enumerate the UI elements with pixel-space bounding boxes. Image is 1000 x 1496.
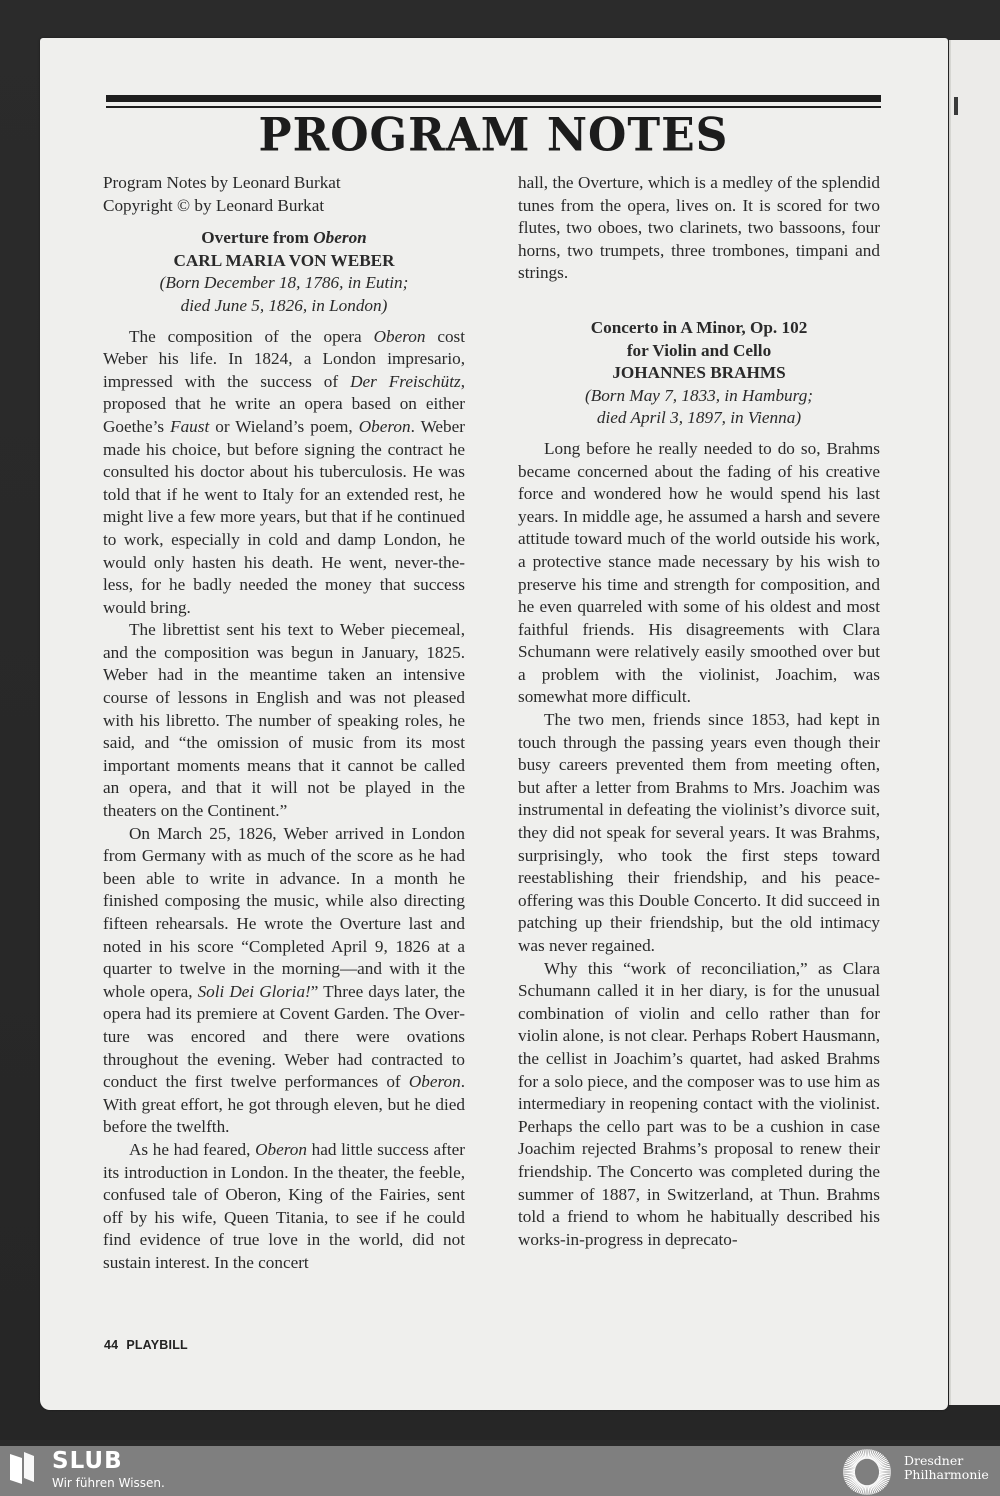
brahms-paragraph-2: The two men, friends since 1853, had kept in touch through the passing years even though their busy careers prevented them from meeting often, but after a letter from Brahms to Mrs. Joachim was instrumental in defeating the violinist’s divorce suit, they did not speak for several years. It was Brahms, surprisingly, who took the first steps toward reestablishing their friendship, and his peace-offering was this Double Concerto. It did succeed in patching up their friendship, but the old intimacy was never regained. <box>518 710 880 955</box>
page-title: PROGRAM NOTES <box>258 108 729 163</box>
sun-ray <box>879 1470 891 1471</box>
sun-ray <box>843 1473 855 1474</box>
byline-author: Program Notes by Leonard Burkat <box>103 173 341 192</box>
weber-died: died June 5, 1826, in London) <box>180 295 388 315</box>
brahms-paragraph-3: Why this “work of reconciliation,” as Clara Schumann called it in her diary, is for the unusual combination of violin and cello rather than for violin alone, is not clear. Perhaps Robert Hausmann, the cellist in Joachim’s quartet, had asked Brahms for a solo piece, and the composer was to use him as intermediary in reopening contact with the violinist. Perhaps the cello part was to be a cushion in case Joachim rejected Brahms’s proposal to renew their friendship. The Concerto was completed during the summer of 1887, in Switzerland, at Thun. Brahms told a friend to whom he habitually described his works-in-progress in deprecato- <box>518 958 880 1249</box>
sun-ray <box>879 1473 891 1474</box>
partner-name: Dresdner Philharmonie <box>904 1453 989 1482</box>
weber-paragraph-4-continued: hall, the Overture, which is a medley of the splendid tunes from the opera, lives on. It is scored for two flutes, two oboes, two clarinets, two bassoons, four horns, two trumpets, three trombones, timpani and strings. <box>518 173 880 283</box>
page-edge-mark <box>954 97 958 115</box>
page-footer <box>104 1338 188 1352</box>
brahms-died: died April 3, 1897, in Vienna) <box>596 408 802 428</box>
weber-heading <box>103 227 465 317</box>
slub-tagline: Wir führen Wissen. <box>52 1476 165 1490</box>
left-column <box>103 172 465 1275</box>
right-column <box>518 172 880 1251</box>
branding-bar <box>0 1446 1000 1496</box>
brahms-work-title: Concerto in A Minor, Op. 102 <box>590 317 808 337</box>
weber-composer: CARL MARIA VON WEBER <box>173 250 395 270</box>
brahms-work-subtitle: for Violin and Cello <box>626 340 772 360</box>
title-rule-thick <box>106 95 881 102</box>
page-number: 44 <box>104 1338 119 1352</box>
weber-born: (Born December 18, 1786, in Eutin; <box>159 273 409 293</box>
weber-paragraph-4: As he had feared, Oberon had little success after its introduction in London. In the theater, the feeble, confused tale of Oberon, King of the Fairies, sent off by his wife, Queen Titania, to see if he could find evidence of true love in the world, did not sustain interest. In the concert <box>103 1139 465 1272</box>
slub-logo-text: SLUB <box>52 1448 123 1474</box>
brahms-paragraph-1: Long before he really needed to do so, Brahms became concerned about the fading of his creative force and wondered how he would spend his last years. In middle age, he assumed a harsh and severe attitude toward much of the world outside his work, a protective stance made necessary by his wish to preserve his time and strength for composition, and he even quarreled with some of his oldest and most faithful friends. His disagreements with Clara Schumann were relatively easily smoothed over but a problem with the violinist, Joachim, was somewhat more difficult. <box>518 438 880 707</box>
dresdner-philharmonie-sun-icon <box>841 1448 893 1496</box>
sun-ray <box>843 1470 855 1471</box>
weber-paragraph-1: The composition of the opera Oberon cost Weber his life. In 1824, a London impresario, impressed with the success of Der Freischütz, proposed that he write an opera based on either Goethe’s Faust or Wieland’s poem, Oberon. Weber made his choice, but before signing the contract he consulted his doctor about his tuberculosis. He was told that if he went to Italy for an extended rest, he might live a few more years, but that if he continued to work, especially in cold and damp London, he would only hasten his death. He went, never-the-less, for he badly needed the money that success would bring. <box>103 326 466 617</box>
slub-book-icon <box>8 1450 38 1486</box>
brahms-born: (Born May 7, 1833, in Hamburg; <box>584 385 814 405</box>
adjacent-page-edge <box>949 40 1000 1405</box>
brahms-heading <box>518 317 880 430</box>
byline-copyright: Copyright © by Leonard Burkat <box>103 195 325 215</box>
weber-paragraph-2: The librettist sent his text to Weber piecemeal, and the composition was begun in January, 1825. Weber had in the meantime taken an intensive course of lessons in English and was not pleased with his libretto. The number of speaking roles, he said, and “the omission of music from its most important moments means that it cannot be called an opera, and that it will not be played in the theaters on the Continent.” <box>103 620 465 821</box>
brahms-composer: JOHANNES BRAHMS <box>612 363 786 383</box>
weber-paragraph-3: On March 25, 1826, Weber arrived in London from Germany with as much of the score as he had been able to write in advance. In a month he finished composing the music, while also directing fifteen rehearsals. He wrote the Overture last and noted in his score “Completed April 9, 1826 at a quarter to twelve in the morning—and with it the whole opera, Soli Dei Gloria!” Three days later, the opera had its premiere at Covent Garden. The Overture was encored and there were ovations throughout the evening. Weber had contracted to conduct the first twelve performances of Oberon. With great effort, he got through eleven, but he died before the twelfth. <box>103 823 465 1137</box>
publication-name: PLAYBILL <box>126 1338 188 1352</box>
weber-work-title: Overture from Oberon <box>201 228 367 248</box>
